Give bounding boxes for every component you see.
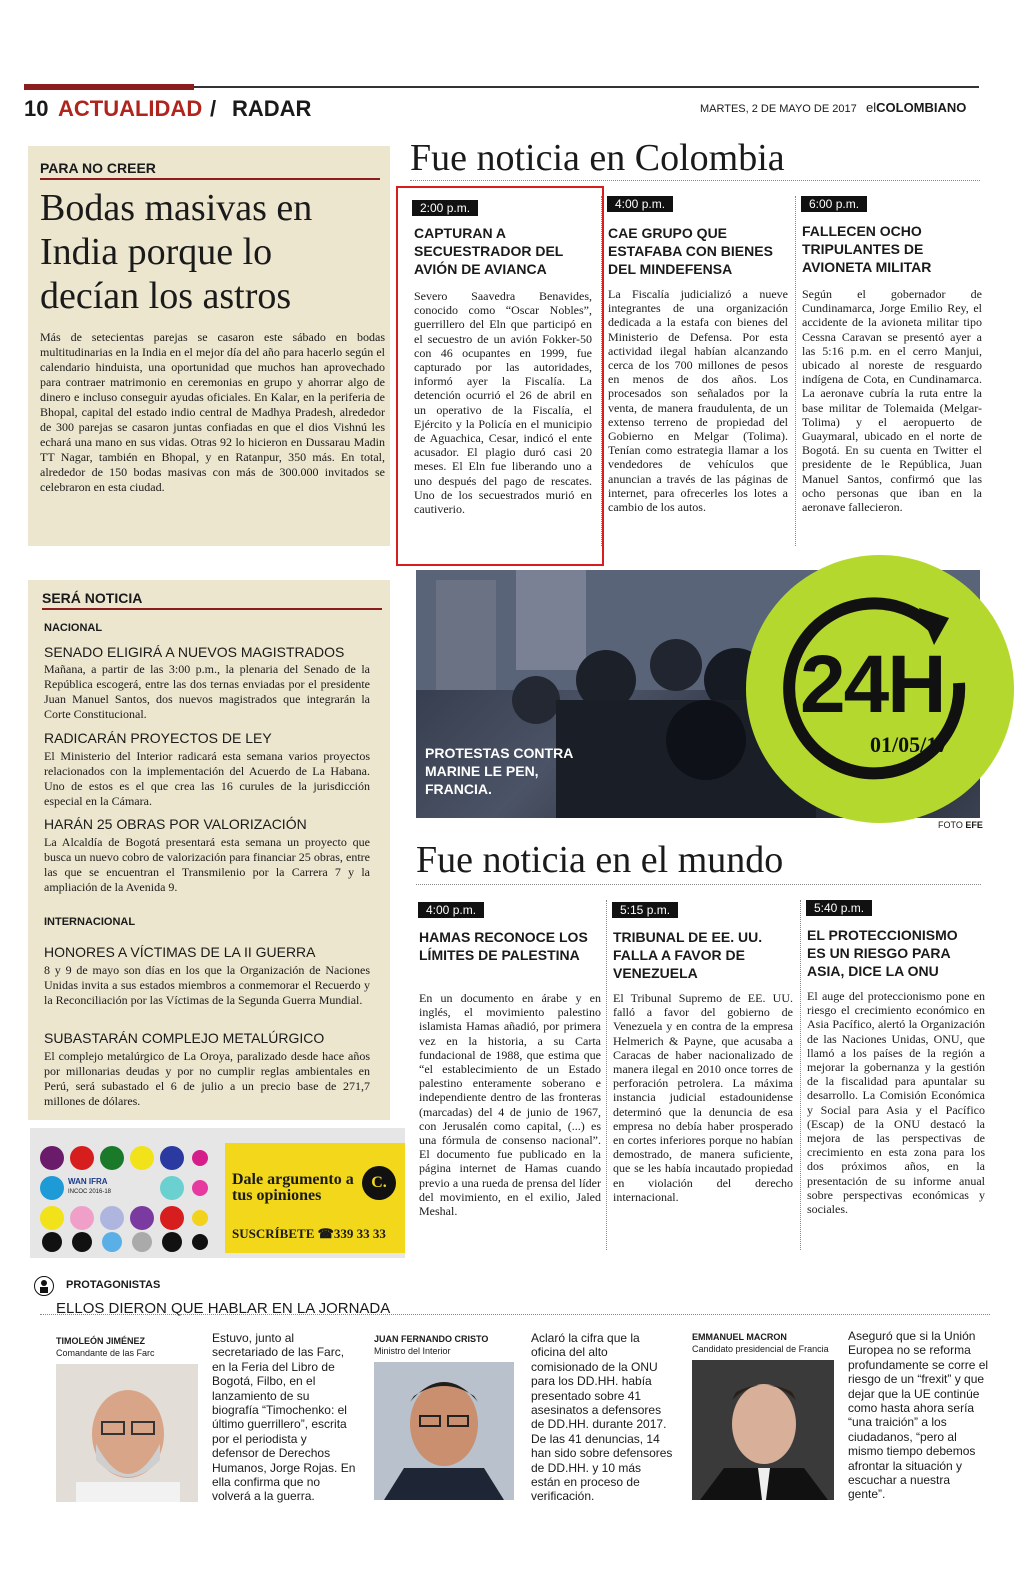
section-name: ACTUALIDAD (58, 96, 203, 121)
incoc-label: INCOC 2016-18 (68, 1189, 112, 1195)
news-body-text: Severo Saavedra Benavides, conocido como “Oscar Nobles”, guerrillero del Eln que participó en el secuestro de un avión Fokker-50 con 46 ocupantes en 1999, fue capturado por las autoridades, informó ayer la Fiscalía. La detención ocurrió el 26 de abril en un operativo de la Fiscalía, el Ejército y la Policía en el municipio de Aguachica, Cesar, indicó el ente acusador. El plagio duró casi 20 meses. El Eln fue liberando uno a uno después del pago de rescates. Uno de los secuestrados murió en cautiverio. (414, 289, 592, 517)
person-role: Ministro del Interior (374, 1346, 451, 1356)
credit-label: FOTO (938, 820, 963, 830)
news-headline: EL PROTECCIONISMO ES UN RIESGO PARA ASIA, DICE LA ONU (807, 927, 958, 979)
24h-date: 01/05/17 (870, 732, 949, 757)
person-name: TIMOLEÓN JIMÉNEZ (56, 1336, 146, 1346)
portrait-illustration (692, 1360, 834, 1500)
protagonistas-label: PROTAGONISTAS (66, 1279, 161, 1291)
internacional-label: INTERNACIONAL (44, 916, 136, 928)
person-quote: Estuvo, junto al secretariado de las Farc, en la Feria del Libro de Bogotá, Filbo, en el lanzamiento de su biografía “Timochenko: el último guerrillero”, escrita por el periodista y defensor de Derechos Humanos, Jorge Rojas. En ella confirma que no volverá a la guerra. (212, 1331, 356, 1504)
subscribe-phone: 339 33 33 (333, 1226, 386, 1241)
portrait-illustration (56, 1364, 198, 1502)
brief-title: SUBASTARÁN COMPLEJO METALÚRGICO (44, 1030, 325, 1046)
news-headline: CAPTURAN A SECUESTRADOR DEL AVIÓN DE AVIANCA (414, 225, 564, 277)
section-rule (40, 1314, 990, 1315)
subscribe-label: SUSCRÍBETE (232, 1226, 315, 1241)
column-divider (606, 900, 607, 1250)
brief-title: HONORES A VÍCTIMAS DE LA II GUERRA (44, 944, 316, 960)
wan-ifra-logo: WAN IFRA (68, 1177, 108, 1186)
column-divider (795, 196, 796, 546)
brief-body: Mañana, a partir de las 3:00 p.m., la plenaria del Senado de la República escogerá, entre las dos ternas enviadas por el presidente Juan Manuel Santos, dos nuevos magistrados que integrarán la Corte Constitucional. (44, 662, 370, 721)
news-headline: CAE GRUPO QUE ESTAFABA CON BIENES DEL MINDEFENSA (608, 225, 773, 277)
news-body (414, 289, 592, 516)
news-body: La Fiscalía judicializó a nueve integrantes de una organización dedicada a la estafa con bienes del Ministerio de Defensa. Por esta actividad ilegal habían alcanzando cerca de los 700 millones de pesos en menos de dos años. Los procesados son señalados por la venta, de manera fraudulenta, de un extenso terreno de propiedad del Gobierno en Melgar (Tolima). Tenían como estrategia llamar a los vendedores de vehículos que anuncian a través de las páginas de internet, para ofrecerles los lotes a cambio de los autos. (608, 287, 788, 515)
news-body: En un documento en árabe y en inglés, el movimiento palestino islamista Hamas añadió, por primera vez en la historia, a su Carta fundacional de 1988, que estima que “el establecimiento de un Estado palestino enteramente soberano e independiente dentro de las fronteras (marcadas) del 4 de junio de 1967, con Jerusalén como capital, (...) es una fórmula de consenso nacional”. El documento fue publicado en la página internet de Hamas cuando previo a una rueda de prensa del líder del movimiento, en el exilio, Jaled Meshal. (419, 991, 601, 1219)
brief-body: El Ministerio del Interior radicará esta semana varios proyectos relacionados con la implementación del Acuerdo de La Habana. Uno de estos es el que crea las 16 curules de la jurisdicción especial en la Cámara. (44, 749, 370, 808)
news-body: El Tribunal Supremo de EE. UU. falló a favor del gobierno de Venezuela y en contra de la empresa Helmerich & Payne, que acusaba a Caracas de haber nacionalizado de manera ilegal en 2010 once torres de perforación petrolera. La máxima instancia judicial estadounidense determinó que la denuncia de esa empresa no debía haber prosperado en cortes inferiores porque no habían demostrado, de manera suficiente, que se les había incautado propiedad en violación del derecho internacional. (613, 991, 793, 1204)
person-icon-glyph (35, 1277, 53, 1295)
portrait-photo (692, 1360, 834, 1500)
mundo-section-title: Fue noticia en el mundo (416, 839, 784, 881)
news-headline: FALLECEN OCHO TRIPULANTES DE AVIONETA MILITAR (802, 223, 932, 275)
elcolombiano-logo-icon: C. (362, 1166, 396, 1200)
time-badge: 4:00 p.m. (418, 902, 484, 918)
person-quote: Aclaró la cifra que la oficina del alto comisionado de la ONU para los DD.HH. había presentado sobre 41 asesinatos a defensores de DD.HH. durante 2017. De las 41 denuncias, 14 han sido sobre defensores de DD.HH. y 10 más están en proceso de verificación. (531, 1331, 673, 1504)
time-badge: 4:00 p.m. (607, 196, 673, 212)
phone-icon: ☎ (317, 1226, 334, 1241)
24h-label: 24H (800, 639, 945, 730)
brief-body: La Alcaldía de Bogotá presentará esta semana un proyecto que busca un nuevo cobro de valorización para financiar 25 obras, entre las que se encuentran el Transmilenio por la Carrera 7 y la ampliación de la Avenida 9. (44, 835, 370, 894)
sera-noticia-kicker: SERÁ NOTICIA (42, 590, 143, 606)
para-no-creer-body: Más de setecientas parejas se casaron este sábado en bodas multitudinarias en la India en el mejor día del año para hacerlo según el calendario hinduista, una oportunidad que muchos han aprovechado para contraer matrimonio en ceremonias en grupo y ahorrar algo de dinero e incluso conseguir ayudas oficiales. En Kalar, en la periferia de Bhopal, capital del estado indio central de Madhya Pradesh, alrededor de 300 parejas se casaron juntas confiadas en que el dios Vishnú les echará una mano en sus vidas. Otras 92 lo hicieron en Dussarau Madin TT Nagar, también en Bhopal, y en Ratanpur, 350 más. En total, alrededor de 150 bodas masivas con más de 300.000 invitados se celebraron en esta ciudad. (40, 330, 385, 494)
news-headline: HAMAS RECONOCE LOS LÍMITES DE PALESTINA (419, 929, 588, 963)
brief-title: HARÁN 25 OBRAS POR VALORIZACIÓN (44, 816, 307, 832)
news-body: Según el gobernador de Cundinamarca, Jorge Emilio Rey, el accidente de la avioneta militar tipo Cessna Caravan se presentó ayer a las 5:16 p.m. en el cerro Manjui, ubicado al noreste de resguardo indígena de Cota, en Cundinamarca. La aeronave cubría la ruta entre la base militar de Tolemaida (Melgar-Tolima) y el aeropuerto de Guaymaral, ubicado en el norte de Bogotá. En su cuenta en Twitter el presidente de le República, Juan Manuel Santos, confirmó que las ocho personas que iban en la aeronave fallecieron. (802, 287, 982, 515)
time-badge: 5:15 p.m. (612, 902, 678, 918)
brief-body: 8 y 9 de mayo son días en los que la Organización de Naciones Unidas invita a sus estados miembros a conmemorar el Recuerdo y la Reconciliación por las Víctimas de la Segunda Guerra Mundial. (44, 963, 370, 1007)
brand-prefix: el (866, 100, 877, 115)
brief-title: RADICARÁN PROYECTOS DE LEY (44, 730, 272, 746)
brief-body: El complejo metalúrgico de La Oroya, paralizado desde hace años por millonarias deudas y por no cumplir reglas ambientales en Perú, será subastado el 6 de julio a un precio base de 271,7 millones de dólares. (44, 1049, 370, 1108)
person-icon (34, 1276, 54, 1296)
portrait-photo (56, 1364, 198, 1502)
kicker-rule (40, 178, 380, 180)
kicker-rule (42, 608, 382, 610)
protagonistas-subtitle: ELLOS DIERON QUE HABLAR EN LA JORNADA (56, 1300, 391, 1317)
subscribe-cta[interactable] (232, 1226, 386, 1242)
person-name: JUAN FERNANDO CRISTO (374, 1334, 489, 1344)
portrait-photo (374, 1362, 514, 1500)
para-no-creer-headline: Bodas masivas en India porque lo decían los astros (40, 187, 313, 317)
section-rule (410, 180, 980, 182)
time-badge: 6:00 p.m. (801, 196, 867, 212)
page-number: 10 (24, 96, 49, 121)
person-name: EMMANUEL MACRON (692, 1332, 787, 1342)
time-badge: 5:40 p.m. (806, 900, 872, 916)
brand-name: COLOMBIANO (876, 100, 967, 115)
photo-credit (938, 820, 983, 830)
photo-caption: PROTESTAS CONTRA MARINE LE PEN, FRANCIA. (425, 745, 573, 797)
news-body: El auge del proteccionismo pone en riesgo el crecimiento económico en Asia Pacífico, alertó la Organización de las Naciones Unidas, ONU, que llamó a los países de la región a mejorar la gobernanza y la gestión de la fiscalidad para apuntalar su desarrollo. La Comisión Económica y Social para Asia y el Pacífico (Escap) de la ONU destacó la mejora de las perspectivas de crecimiento en esta zona para los dos próximos años, en la presentación de su informe anual sobre perspectivas económicas y sociales. (807, 989, 985, 1217)
section-slash: / (210, 96, 217, 121)
news-headline: TRIBUNAL DE EE. UU. FALLA A FAVOR DE VENEZUELA (613, 929, 763, 981)
nacional-label: NACIONAL (44, 622, 103, 634)
ad-slogan: Dale argumento a tus opiniones (232, 1171, 354, 1204)
colombia-section-title: Fue noticia en Colombia (410, 137, 785, 179)
column-divider (601, 196, 602, 546)
wan-ifra-color-target (36, 1142, 208, 1254)
header-rule-accent (24, 84, 194, 90)
newspaper-brand (866, 100, 966, 115)
section-rule (416, 884, 981, 885)
subsection-name: RADAR (232, 96, 312, 121)
credit-agency: EFE (965, 820, 983, 830)
portrait-illustration (374, 1362, 514, 1500)
column-divider (800, 900, 801, 1250)
time-badge: 2:00 p.m. (412, 200, 478, 216)
person-role: Candidato presidencial de Francia (692, 1344, 829, 1354)
person-quote: Aseguró que si la Unión Europea no se reforma profundamente se corre el riesgo de un “frexit” y que dejar que la UE continúe como hasta ahora sería “una traición” a los ciudadanos, “pero al mismo tiempo debemos afrontar la situación y escuchar a nuestra gente”. (848, 1329, 989, 1502)
issue-date: MARTES, 2 DE MAYO DE 2017 (700, 103, 857, 115)
person-role: Comandante de las Farc (56, 1348, 155, 1358)
brief-title: SENADO ELIGIRÁ A NUEVOS MAGISTRADOS (44, 644, 345, 660)
para-no-creer-kicker: PARA NO CREER (40, 160, 156, 176)
